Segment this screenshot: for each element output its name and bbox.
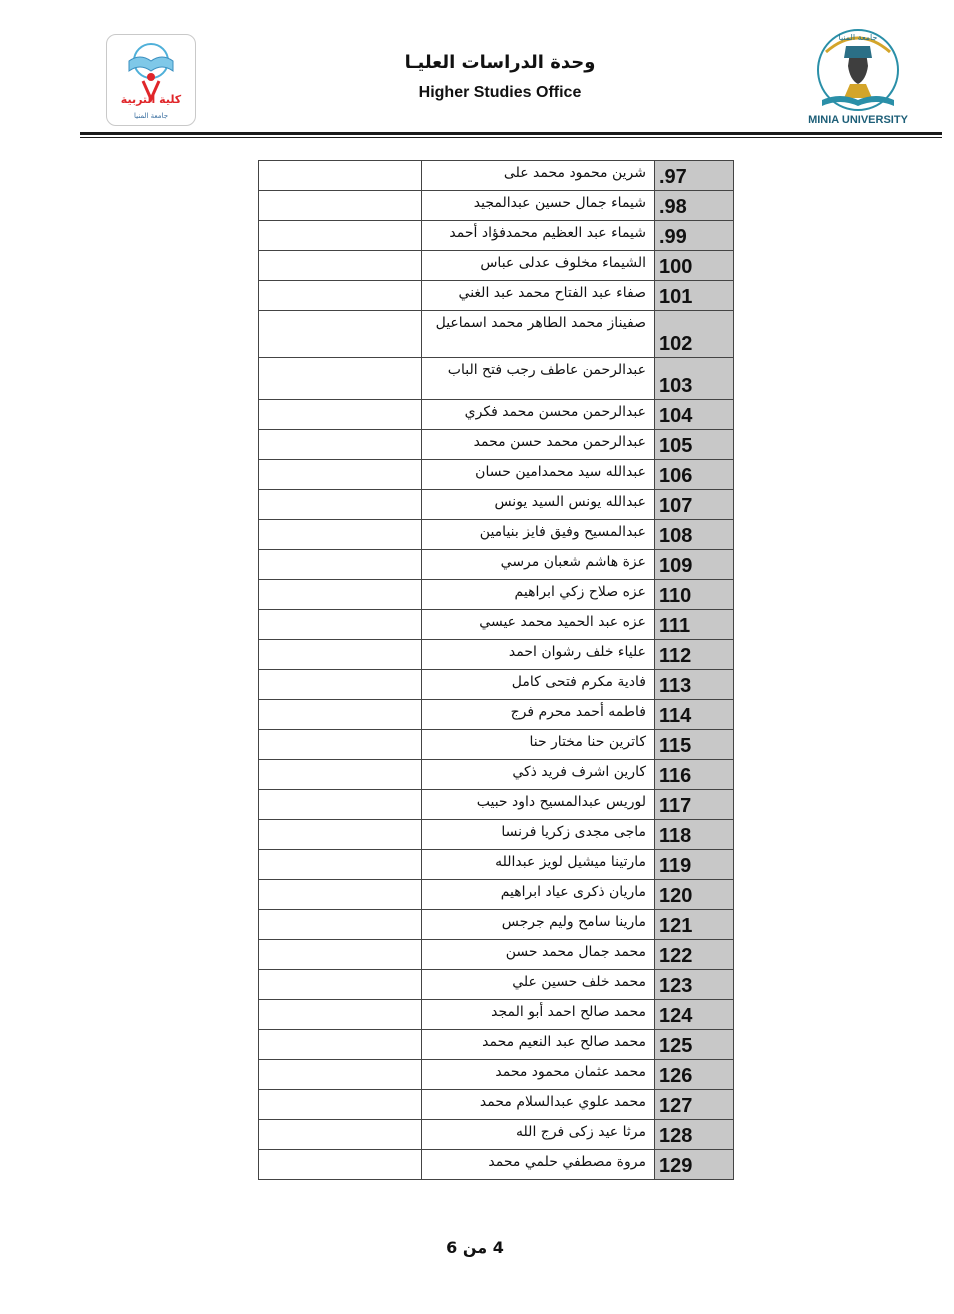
- blank-cell: [259, 730, 422, 760]
- blank-cell: [259, 1000, 422, 1030]
- student-name: فادية مكرم فتحى كامل: [511, 674, 646, 690]
- blank-cell: [259, 580, 422, 610]
- header-divider-thin: [80, 137, 942, 138]
- serial-number: 129: [659, 1155, 693, 1177]
- student-name: علياء خلف رشوان احمد: [508, 644, 646, 660]
- student-name-cell: [422, 850, 655, 880]
- student-name-cell: [422, 1000, 655, 1030]
- student-name: صفيناز محمد الطاهر محمد اسماعيل: [435, 315, 646, 331]
- student-name: عزه عبد الحميد محمد عيسي: [479, 614, 646, 630]
- serial-number: 105: [659, 435, 693, 457]
- blank-cell: [259, 940, 422, 970]
- table-row: [259, 640, 734, 670]
- serial-number: 102: [659, 333, 693, 355]
- student-name-cell: [422, 1030, 655, 1060]
- student-name-cell: [422, 670, 655, 700]
- serial-number: 124: [659, 1005, 693, 1027]
- serial-number: 123: [659, 975, 693, 997]
- student-name-cell: [422, 161, 655, 191]
- student-name: ماريان ذكرى عياد ابراهيم: [500, 884, 646, 900]
- student-name: عبدالرحمن عاطف رجب فتح الباب: [447, 362, 646, 378]
- serial-number-cell: [655, 430, 734, 460]
- serial-number-cell: [655, 358, 734, 400]
- student-name-cell: [422, 580, 655, 610]
- serial-number-cell: [655, 490, 734, 520]
- serial-number-cell: [655, 910, 734, 940]
- table-row: [259, 910, 734, 940]
- serial-number-cell: [655, 191, 734, 221]
- table-row: [259, 610, 734, 640]
- student-name: مرثا عيد زكى فرج الله: [516, 1124, 646, 1140]
- students-table: [258, 160, 734, 1180]
- blank-cell: [259, 670, 422, 700]
- blank-cell: [259, 400, 422, 430]
- faculty-of-education-logo: [106, 34, 196, 126]
- student-name-cell: [422, 730, 655, 760]
- serial-number-cell: [655, 1000, 734, 1030]
- table-row: [259, 700, 734, 730]
- blank-cell: [259, 1090, 422, 1120]
- university-name-text: MINIA UNIVERSITY: [808, 114, 908, 126]
- table-row: [259, 430, 734, 460]
- university-arc-text: جامعة المنيا: [838, 33, 878, 42]
- serial-number: 117: [659, 795, 692, 817]
- serial-number: 112: [659, 645, 692, 667]
- page-number: 4 من 6: [446, 1238, 504, 1257]
- student-name: كاترين حنا مختار حنا: [529, 734, 646, 750]
- blank-cell: [259, 760, 422, 790]
- serial-number-cell: [655, 670, 734, 700]
- serial-number: 128: [659, 1125, 693, 1147]
- blank-cell: [259, 358, 422, 400]
- serial-number-cell: [655, 760, 734, 790]
- serial-number-cell: [655, 281, 734, 311]
- blank-cell: [259, 1150, 422, 1180]
- table-row: [259, 1090, 734, 1120]
- blank-cell: [259, 820, 422, 850]
- table-row: [259, 850, 734, 880]
- table-row: [259, 490, 734, 520]
- table-row: [259, 221, 734, 251]
- student-name-cell: [422, 940, 655, 970]
- blank-cell: [259, 221, 422, 251]
- faculty-name-text: كلية التربية: [120, 93, 182, 106]
- serial-number-cell: [655, 970, 734, 1000]
- serial-number: 103: [659, 375, 693, 397]
- serial-number-cell: [655, 161, 734, 191]
- blank-cell: [259, 490, 422, 520]
- student-name-cell: [422, 191, 655, 221]
- student-name-cell: [422, 550, 655, 580]
- student-name: محمد صالح عبد النعيم محمد: [482, 1034, 646, 1050]
- student-name-cell: [422, 640, 655, 670]
- student-name: عبدالله يونس السيد يونس: [494, 494, 646, 510]
- student-name: شيماء عبد العظيم محمدفؤاد أحمد: [449, 225, 646, 241]
- table-row: [259, 311, 734, 358]
- serial-number: .99: [659, 226, 687, 248]
- table-row: [259, 550, 734, 580]
- table-row: [259, 580, 734, 610]
- faculty-caption-text: جامعة المنيا: [133, 112, 169, 120]
- serial-number-cell: [655, 311, 734, 358]
- student-name-cell: [422, 221, 655, 251]
- serial-number-cell: [655, 850, 734, 880]
- table-row: [259, 1000, 734, 1030]
- serial-number-cell: [655, 940, 734, 970]
- serial-number: 116: [659, 765, 692, 787]
- student-name: شيماء جمال حسين عبدالمجيد: [473, 195, 646, 211]
- serial-number-cell: [655, 700, 734, 730]
- serial-number-cell: [655, 1150, 734, 1180]
- table-row: [259, 251, 734, 281]
- student-name-cell: [422, 700, 655, 730]
- page-header: [0, 0, 954, 140]
- serial-number-cell: [655, 1120, 734, 1150]
- serial-number: 106: [659, 465, 693, 487]
- office-title-english: Higher Studies Office: [418, 84, 582, 101]
- student-name: محمد عثمان محمود محمد: [495, 1064, 646, 1080]
- serial-number: 108: [659, 525, 693, 547]
- serial-number: 111: [659, 615, 691, 637]
- student-name-cell: [422, 251, 655, 281]
- blank-cell: [259, 430, 422, 460]
- student-name-cell: [422, 490, 655, 520]
- student-name: كارين اشرف فريد ذكي: [512, 764, 646, 780]
- student-name: عبدالمسيح وفيق فايز بنيامين: [479, 524, 646, 540]
- student-name-cell: [422, 970, 655, 1000]
- student-name: محمد خلف حسين علي: [512, 974, 646, 990]
- table-row: [259, 358, 734, 400]
- serial-number-cell: [655, 1030, 734, 1060]
- serial-number: 114: [659, 705, 692, 727]
- serial-number: 115: [659, 735, 692, 757]
- student-name: عزة هاشم شعبان مرسي: [500, 554, 646, 570]
- student-name-cell: [422, 1060, 655, 1090]
- serial-number-cell: [655, 251, 734, 281]
- blank-cell: [259, 1120, 422, 1150]
- table-row: [259, 820, 734, 850]
- table-row: [259, 730, 734, 760]
- serial-number: 101: [659, 286, 693, 308]
- student-name-cell: [422, 760, 655, 790]
- table-row: [259, 281, 734, 311]
- table-row: [259, 970, 734, 1000]
- student-name: فاطمه أحمد محرم فرج: [510, 704, 646, 720]
- student-name: عبدالرحمن محمد حسن محمد: [473, 434, 646, 450]
- serial-number-cell: [655, 520, 734, 550]
- serial-number-cell: [655, 730, 734, 760]
- serial-number: 127: [659, 1095, 693, 1117]
- blank-cell: [259, 640, 422, 670]
- student-name-cell: [422, 430, 655, 460]
- table-row: [259, 460, 734, 490]
- blank-cell: [259, 311, 422, 358]
- serial-number-cell: [655, 580, 734, 610]
- table-row: [259, 520, 734, 550]
- student-name-cell: [422, 311, 655, 358]
- serial-number-cell: [655, 1090, 734, 1120]
- student-name: مروة مصطفي حلمي محمد: [488, 1154, 646, 1170]
- student-name: عزه صلاح زكي ابراهيم: [514, 584, 646, 600]
- table-row: [259, 1150, 734, 1180]
- student-name-cell: [422, 790, 655, 820]
- student-name: الشيماء مخلوف عدلى عباس: [480, 255, 646, 271]
- student-name: مارتينا ميشيل لويز عبدالله: [495, 854, 646, 870]
- blank-cell: [259, 790, 422, 820]
- serial-number: 100: [659, 256, 693, 278]
- serial-number: 109: [659, 555, 693, 577]
- student-name-cell: [422, 281, 655, 311]
- student-name-cell: [422, 610, 655, 640]
- serial-number-cell: [655, 1060, 734, 1090]
- student-name-cell: [422, 520, 655, 550]
- minia-university-logo: [806, 22, 910, 128]
- serial-number-cell: [655, 790, 734, 820]
- serial-number: 120: [659, 885, 693, 907]
- serial-number: 122: [659, 945, 693, 967]
- blank-cell: [259, 610, 422, 640]
- student-name: عبدالله سيد محمدامين حسان: [475, 464, 646, 480]
- student-name-cell: [422, 1150, 655, 1180]
- serial-number-cell: [655, 610, 734, 640]
- student-name: محمد علوي عبدالسلام محمد: [479, 1094, 646, 1110]
- serial-number-cell: [655, 550, 734, 580]
- student-name-cell: [422, 460, 655, 490]
- student-name: لوريس عبدالمسيح داود حبيب: [476, 794, 646, 810]
- table-row: [259, 400, 734, 430]
- student-name: ماجى مجدى زكريا فرنسا: [501, 824, 646, 840]
- student-name-cell: [422, 358, 655, 400]
- serial-number: 104: [659, 405, 693, 427]
- serial-number: 118: [659, 825, 692, 847]
- serial-number-cell: [655, 640, 734, 670]
- student-name-cell: [422, 820, 655, 850]
- blank-cell: [259, 1060, 422, 1090]
- student-name-cell: [422, 880, 655, 910]
- student-name-cell: [422, 400, 655, 430]
- table-row: [259, 790, 734, 820]
- blank-cell: [259, 700, 422, 730]
- table-row: [259, 1120, 734, 1150]
- table-row: [259, 940, 734, 970]
- blank-cell: [259, 550, 422, 580]
- student-name-cell: [422, 910, 655, 940]
- blank-cell: [259, 880, 422, 910]
- office-title-arabic: وحدة الدراسات العليـا: [404, 52, 596, 73]
- blank-cell: [259, 850, 422, 880]
- blank-cell: [259, 251, 422, 281]
- open-book-icon: [107, 35, 195, 125]
- blank-cell: [259, 281, 422, 311]
- blank-cell: [259, 520, 422, 550]
- serial-number: 119: [659, 855, 692, 877]
- student-name: محمد جمال محمد حسن: [505, 944, 646, 960]
- blank-cell: [259, 910, 422, 940]
- serial-number-cell: [655, 221, 734, 251]
- student-name: شرين محمود محمد على: [503, 165, 646, 181]
- blank-cell: [259, 460, 422, 490]
- table-row: [259, 191, 734, 221]
- serial-number: 110: [659, 585, 692, 607]
- table-row: [259, 1060, 734, 1090]
- table-row: [259, 1030, 734, 1060]
- serial-number: 107: [659, 495, 693, 517]
- serial-number-cell: [655, 400, 734, 430]
- student-name: عبدالرحمن محسن محمد فكري: [464, 404, 646, 420]
- serial-number-cell: [655, 460, 734, 490]
- header-divider-thick: [80, 132, 942, 135]
- table-row: [259, 670, 734, 700]
- student-name-cell: [422, 1120, 655, 1150]
- blank-cell: [259, 191, 422, 221]
- student-name: مارينا سامح وليم جرجس: [501, 914, 646, 930]
- serial-number: 126: [659, 1065, 693, 1087]
- serial-number: .97: [659, 166, 687, 188]
- blank-cell: [259, 161, 422, 191]
- student-name: صفاء عبد الفتاح محمد عبد الغني: [458, 285, 646, 301]
- serial-number: 121: [659, 915, 693, 937]
- student-name-cell: [422, 1090, 655, 1120]
- table-row: [259, 760, 734, 790]
- serial-number: 113: [659, 675, 692, 697]
- serial-number-cell: [655, 880, 734, 910]
- blank-cell: [259, 1030, 422, 1060]
- blank-cell: [259, 970, 422, 1000]
- table-row: [259, 161, 734, 191]
- serial-number: 125: [659, 1035, 693, 1057]
- table-row: [259, 880, 734, 910]
- student-name: محمد صالح احمد أبو المجد: [491, 1004, 646, 1020]
- nefertiti-emblem-icon: [806, 22, 910, 128]
- serial-number-cell: [655, 820, 734, 850]
- serial-number: .98: [659, 196, 687, 218]
